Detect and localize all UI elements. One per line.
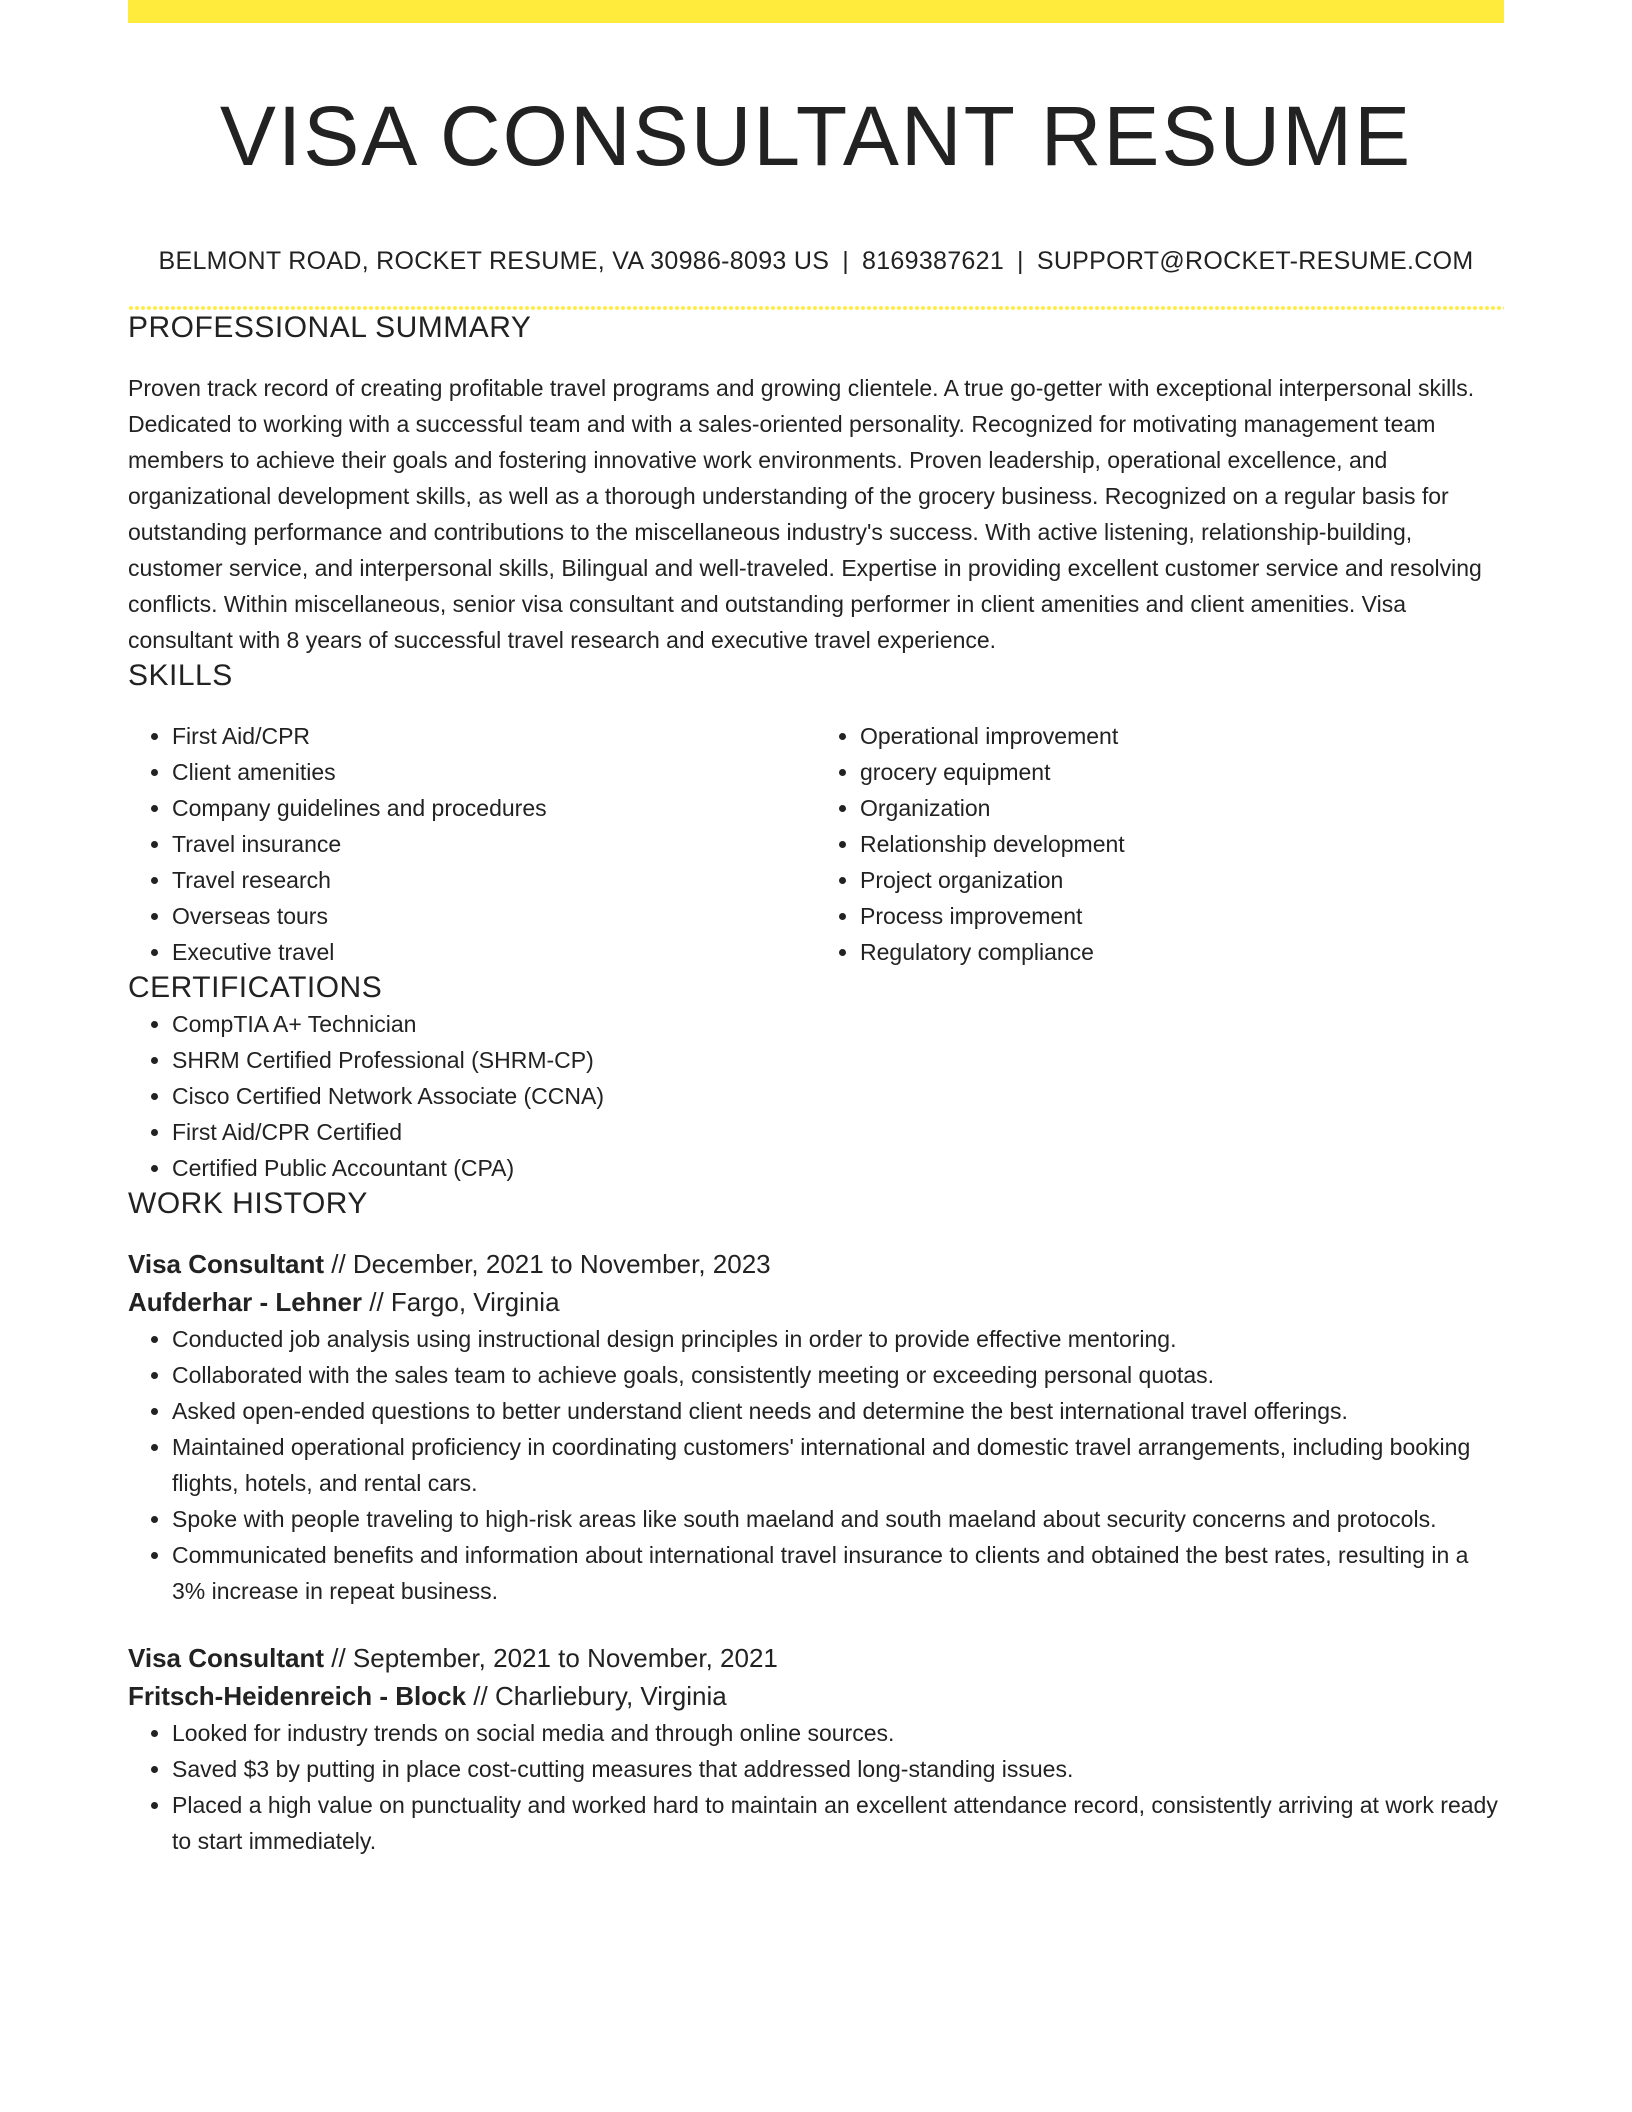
skill-item: • grocery equipment [860,754,1504,790]
job-location: // Fargo, Virginia [362,1287,560,1318]
skill-item: • Organization [860,790,1504,826]
certification-item: • SHRM Certified Professional (SHRM-CP) [172,1042,1504,1078]
job-bullet: • Conducted job analysis using instructional design principles in order to provide effective mentoring. [172,1321,1504,1357]
work-history-heading: WORK HISTORY [128,1187,368,1221]
job-bullet: • Placed a high value on punctuality and worked hard to maintain an excellent attendance record, consistently arriving at work ready to start immediately. [172,1787,1504,1859]
email-link[interactable]: SUPPORT@ROCKET-RESUME.COM [1036,246,1474,275]
job-bullet: • Asked open-ended questions to better understand client needs and determine the best international travel offerings. [172,1393,1504,1429]
address: BELMONT ROAD, ROCKET RESUME, VA 30986-8093 US [158,246,830,275]
skill-item: • Company guidelines and procedures [172,790,816,826]
job-bullet: • Communicated benefits and information about international travel insurance to clients and obtained the best rates, resulting in a 3% increase in repeat business. [172,1537,1504,1609]
job-entry [128,1245,1504,1609]
summary-text: Proven track record of creating profitable travel programs and growing clientele. A true go-getter with exceptional interpersonal skills. Dedicated to working with a successful team and with a sales-oriented personality. Recognized for motivating management team members to achieve their goals and fostering innovative work environments. Proven leadership, operational excellence, and organizational development skills, as well as a thorough understanding of the grocery business. Recognized on a regular basis for outstanding performance and contributions to the miscellaneous industry's success. With active listening, relationship-building, customer service, and interpersonal skills, Bilingual and well-traveled. Expertise in providing excellent customer service and resolving conflicts. Within miscellaneous, senior visa consultant and outstanding performer in client amenities and client amenities. Visa consultant with 8 years of successful travel research and executive travel experience. [128,375,1482,654]
contact-line [128,245,1504,278]
certification-item: • CompTIA A+ Technician [172,1006,1504,1042]
contact-separator: | [1017,246,1024,275]
job-dates: // December, 2021 to November, 2023 [324,1249,771,1280]
job-dates: // September, 2021 to November, 2021 [324,1643,778,1674]
skills-list-right [816,718,1504,970]
skills-grid [128,718,1504,970]
job-bullets [128,1321,1504,1609]
skill-item: • Project organization [860,862,1504,898]
summary-heading: PROFESSIONAL SUMMARY [128,311,532,345]
skills-list-left [128,718,816,970]
skill-item: • Relationship development [860,826,1504,862]
page-title: VISA CONSULTANT RESUME [219,89,1413,183]
job-bullet: • Spoke with people traveling to high-risk areas like south maeland and south maeland about security concerns and protocols. [172,1501,1504,1537]
job-bullet: • Maintained operational proficiency in coordinating customers' international and domestic travel arrangements, including booking flights, hotels, and rental cars. [172,1429,1504,1501]
job-entry [128,1639,1504,1859]
phone: 8169387621 [862,246,1005,275]
skills-heading: SKILLS [128,659,233,693]
resume-page [128,0,1504,1859]
skill-item: • First Aid/CPR [172,718,816,754]
certification-item: • First Aid/CPR Certified [172,1114,1504,1150]
skill-item: • Executive travel [172,934,816,970]
job-company-line [128,1677,1504,1715]
job-bullets [128,1715,1504,1859]
top-accent-bar [128,0,1504,23]
certification-item: • Certified Public Accountant (CPA) [172,1150,1504,1186]
skill-item: • Regulatory compliance [860,934,1504,970]
job-company: Aufderhar - Lehner [128,1287,363,1318]
skill-item: • Overseas tours [172,898,816,934]
contact-separator: | [842,246,849,275]
job-company-line [128,1283,1504,1321]
skill-item: • Travel insurance [172,826,816,862]
job-bullet: • Saved $3 by putting in place cost-cutting measures that addressed long-standing issues. [172,1751,1504,1787]
job-location: // Charliebury, Virginia [466,1681,727,1712]
skill-item: • Travel research [172,862,816,898]
skill-item: • Operational improvement [860,718,1504,754]
job-company: Fritsch-Heidenreich - Block [128,1681,467,1712]
skill-item: • Client amenities [172,754,816,790]
certifications-list [128,1006,1504,1186]
certifications-heading: CERTIFICATIONS [128,971,383,1005]
job-bullet: • Looked for industry trends on social media and through online sources. [172,1715,1504,1751]
skill-item: • Process improvement [860,898,1504,934]
job-bullet: • Collaborated with the sales team to achieve goals, consistently meeting or exceeding personal quotas. [172,1357,1504,1393]
job-title-line [128,1245,1504,1283]
job-title-line [128,1639,1504,1677]
job-title: Visa Consultant [128,1643,325,1674]
job-title: Visa Consultant [128,1249,325,1280]
certification-item: • Cisco Certified Network Associate (CCNA) [172,1078,1504,1114]
